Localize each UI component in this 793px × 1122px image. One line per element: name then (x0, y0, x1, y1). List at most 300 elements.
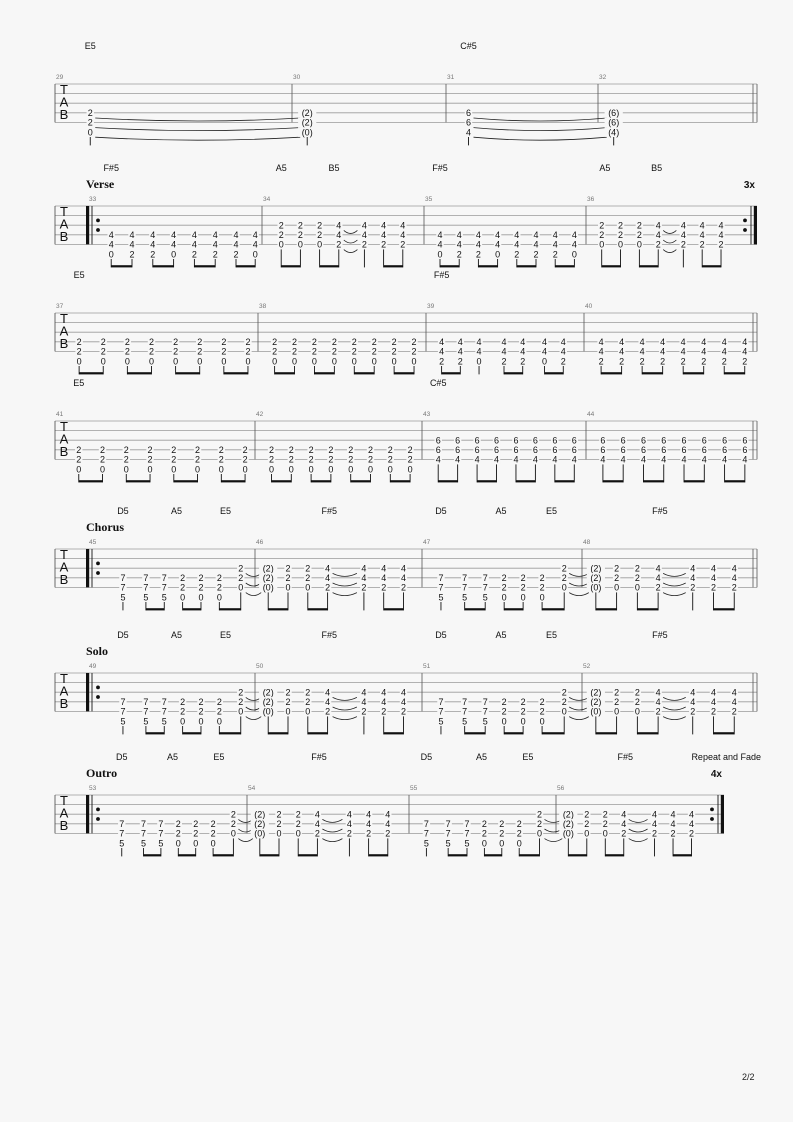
fret-number: 0 (197, 356, 203, 367)
chord-symbol: F#5 (103, 163, 119, 173)
fret-number: 6 (455, 435, 461, 446)
chord-symbol: A5 (275, 163, 287, 173)
fret-number: 2 (634, 563, 640, 574)
fret-number: 4 (212, 230, 218, 241)
fret-number: 0 (180, 716, 186, 727)
fret-number: (0) (262, 582, 274, 593)
fret-number: (2) (590, 573, 602, 584)
fret-number: 5 (482, 716, 488, 727)
fret-number: 7 (482, 697, 488, 708)
measure-number: 52 (583, 663, 591, 670)
fret-number: 4 (325, 697, 331, 708)
beam (384, 732, 404, 734)
fret-number: (6) (608, 117, 620, 128)
fret-number: 0 (308, 464, 314, 475)
repeat-dot (96, 219, 100, 223)
fret-number: 7 (161, 573, 167, 584)
beam (637, 608, 658, 610)
chord-symbol: D5 (117, 630, 129, 640)
fret-number: 4 (731, 573, 737, 584)
fret-number: 0 (636, 239, 642, 250)
fret-number: 2 (76, 445, 82, 456)
measure-number: 39 (427, 303, 435, 310)
measure-number: 41 (56, 411, 64, 418)
fret-number: 0 (171, 249, 177, 260)
beam (268, 732, 288, 734)
fret-number: 2 (276, 819, 282, 830)
beam (236, 265, 255, 267)
beam (260, 854, 279, 856)
measure-number: 29 (56, 74, 64, 81)
beam (308, 732, 328, 734)
fret-number: 0 (242, 464, 248, 475)
fret-number: 0 (100, 464, 106, 475)
fret-number: 6 (455, 445, 461, 456)
beam (542, 608, 564, 610)
fret-number: 0 (501, 716, 507, 727)
fret-number: 4 (191, 230, 197, 241)
fret-number: 0 (618, 239, 624, 250)
page-number: 2/2 (742, 1072, 755, 1082)
fret-number: 2 (520, 573, 526, 584)
tie-arc (238, 839, 252, 842)
tab-clef-letter: A (59, 805, 69, 821)
fret-number: 0 (198, 592, 204, 603)
fret-number: 7 (438, 697, 444, 708)
fret-number: 0 (175, 838, 181, 849)
tab-clef-letter: A (59, 216, 69, 232)
fret-number: 2 (328, 445, 334, 456)
tie-arc (333, 573, 357, 576)
chord-symbol: A5 (170, 506, 183, 516)
fret-number: (2) (562, 819, 574, 830)
fret-number: 2 (516, 819, 522, 830)
fret-number: 0 (584, 828, 590, 839)
fret-number: 4 (718, 220, 724, 231)
fret-number: 5 (120, 592, 126, 603)
fret-number: 4 (742, 346, 748, 357)
fret-number: 2 (366, 828, 372, 839)
beam (126, 480, 150, 482)
fret-number: 4 (701, 346, 707, 357)
fret-number: 7 (482, 582, 488, 593)
tie-arc (333, 697, 357, 700)
fret-number: 4 (252, 239, 258, 250)
fret-number: 2 (731, 706, 737, 717)
fret-number: 7 (482, 706, 488, 717)
fret-number: 2 (501, 356, 507, 367)
beam (144, 854, 161, 856)
fret-number: 2 (87, 117, 93, 128)
fret-number: 7 (462, 706, 468, 717)
fret-number: 6 (640, 435, 646, 446)
fret-number: 2 (731, 582, 737, 593)
fret-number: 5 (423, 838, 429, 849)
fret-number: 2 (218, 454, 224, 465)
fret-number: 0 (311, 356, 317, 367)
fret-number: 7 (464, 828, 470, 839)
fret-number: 6 (722, 445, 728, 456)
fret-number: 4 (552, 239, 558, 250)
fret-number: 2 (331, 346, 337, 357)
chord-symbol: E5 (522, 752, 534, 762)
chord-symbol: E5 (73, 378, 85, 388)
fret-number: 2 (742, 356, 748, 367)
fret-number: 2 (351, 346, 357, 357)
fret-number: 2 (175, 819, 181, 830)
fret-number: 0 (210, 838, 216, 849)
fret-number: 0 (305, 582, 311, 593)
fret-number: 2 (150, 249, 156, 260)
chord-symbol: E5 (546, 630, 558, 640)
fret-number: (2) (590, 697, 602, 708)
chord-symbol: F#5 (432, 163, 448, 173)
fret-number: 4 (655, 563, 661, 574)
fret-number: 4 (655, 687, 661, 698)
fret-number: 2 (634, 697, 640, 708)
fret-number: 2 (175, 828, 181, 839)
fret-number: 4 (439, 346, 445, 357)
fret-number: 4 (598, 346, 604, 357)
fret-number: 2 (242, 445, 248, 456)
fret-number: 2 (148, 346, 154, 357)
fret-number: 4 (742, 454, 748, 465)
fret-number: 0 (193, 838, 199, 849)
fret-number: 7 (161, 706, 167, 717)
fret-number: 2 (305, 687, 311, 698)
fret-number: 4 (494, 454, 500, 465)
fret-number: 2 (501, 573, 507, 584)
fret-number: 2 (367, 445, 374, 456)
tie-arc (663, 697, 686, 700)
beam (465, 608, 486, 610)
fret-number: 4 (385, 809, 391, 820)
fret-number: 2 (481, 819, 487, 830)
fret-number: 5 (464, 838, 470, 849)
fret-number: 6 (701, 445, 707, 456)
fret-number: 2 (233, 249, 239, 260)
fret-number: 2 (718, 239, 724, 250)
fret-number: 5 (462, 592, 468, 603)
fret-number: 2 (561, 687, 567, 698)
fret-number: 4 (325, 687, 331, 698)
fret-number: 2 (481, 828, 487, 839)
tie-arc (333, 717, 357, 720)
chord-symbol: D5 (117, 506, 129, 516)
fret-number: 2 (407, 445, 413, 456)
repeat-dot (710, 817, 714, 821)
beam (555, 265, 574, 267)
repeat-dot (96, 562, 100, 566)
fret-number: 2 (173, 337, 179, 348)
fret-number: 4 (495, 239, 501, 250)
chord-symbol: E5 (546, 506, 558, 516)
fret-number: 0 (351, 356, 357, 367)
chord-symbol: F#5 (321, 630, 338, 640)
fret-number: 0 (276, 828, 282, 839)
fret-number: 0 (123, 464, 129, 475)
fret-number: 2 (193, 828, 199, 839)
fret-number: 4 (361, 230, 367, 241)
fret-number: 6 (513, 445, 519, 456)
fret-number: 4 (670, 809, 676, 820)
fret-number: 2 (195, 454, 201, 465)
fret-number: 2 (100, 337, 106, 348)
beam (384, 265, 403, 267)
beam (448, 854, 467, 856)
fret-number: 2 (501, 706, 507, 717)
beam (438, 480, 457, 482)
tab-clef-letter: B (59, 107, 69, 122)
fret-number: 2 (411, 346, 417, 357)
fret-number: 0 (495, 249, 501, 260)
beam (275, 372, 295, 374)
fret-number: 2 (221, 346, 227, 357)
chord-symbol: E5 (84, 41, 96, 51)
fret-number: 4 (191, 239, 197, 250)
fret-number: 4 (681, 454, 687, 465)
fret-number: 4 (680, 220, 686, 231)
beam (442, 372, 461, 374)
tie-arc (663, 707, 686, 710)
fret-number: 4 (598, 337, 604, 348)
fret-number: 4 (532, 454, 538, 465)
fret-number: 4 (108, 230, 114, 241)
fret-number: 4 (400, 697, 407, 708)
tab-clef-letter: T (60, 311, 68, 326)
fret-number: 4 (661, 454, 667, 465)
fret-number: 0 (268, 464, 275, 475)
beam (268, 608, 288, 610)
tie-arc (663, 593, 686, 596)
fret-number: 2 (272, 346, 278, 357)
fret-number: 6 (474, 435, 480, 446)
fret-number: 4 (476, 337, 482, 348)
measure-number: 36 (587, 196, 595, 203)
fret-number: 2 (180, 697, 186, 708)
fret-number: 4 (314, 809, 320, 820)
beam (684, 480, 704, 482)
fret-number: 0 (216, 716, 222, 727)
fret-number: (2) (301, 117, 313, 128)
fret-number: 6 (532, 435, 538, 446)
fret-number: 2 (584, 819, 590, 830)
tie-arc (545, 839, 563, 842)
fret-number: 2 (381, 239, 387, 250)
fret-number: 0 (536, 828, 543, 839)
tie-arc (246, 707, 261, 710)
fret-number: 2 (520, 697, 526, 708)
fret-number: 2 (619, 356, 625, 367)
fret-number: 2 (614, 697, 620, 708)
fret-number: 4 (571, 454, 577, 465)
repeat-dot (96, 228, 100, 232)
fret-number: 7 (119, 819, 125, 830)
fret-number: 5 (140, 838, 147, 849)
repeat-dot (96, 817, 100, 821)
fret-number: 0 (542, 356, 548, 367)
fret-number: 2 (238, 573, 244, 584)
tie-arc (246, 593, 261, 596)
fret-number: 4 (619, 337, 625, 348)
tie-arc (322, 829, 342, 832)
fret-number: 5 (445, 838, 451, 849)
fret-number: 0 (516, 838, 522, 849)
measure-number: 55 (410, 785, 418, 792)
fret-number: 2 (314, 828, 320, 839)
fret-number: 0 (238, 582, 244, 593)
fret-number: 2 (655, 706, 661, 717)
fret-number: 2 (710, 706, 716, 717)
fret-number: 4 (381, 687, 387, 698)
fret-number: 2 (539, 706, 545, 717)
tab-clef-letter: T (60, 793, 68, 808)
beam (642, 372, 663, 374)
fret-number: 2 (456, 249, 462, 260)
fret-number: 0 (124, 356, 130, 367)
tie-arc (663, 573, 686, 576)
fret-number: 2 (308, 454, 314, 465)
tab-clef-letter: B (59, 229, 69, 244)
fret-number: (0) (262, 706, 274, 717)
fret-number: 2 (308, 445, 314, 456)
fret-number: 4 (722, 454, 728, 465)
fret-number: 4 (476, 346, 482, 357)
repeat-dot (96, 808, 100, 812)
fret-number: 4 (552, 454, 558, 465)
fret-number: 4 (501, 346, 507, 357)
fret-number: 6 (435, 435, 441, 446)
fret-number: 0 (539, 716, 545, 727)
fret-number: 2 (124, 337, 130, 348)
fret-number: 4 (652, 819, 658, 830)
fret-number: 2 (193, 819, 199, 830)
fret-number: 0 (476, 356, 482, 367)
fret-number: 4 (731, 563, 737, 574)
fret-number: 2 (614, 563, 620, 574)
fret-number: 0 (180, 592, 186, 603)
fret-number: 2 (268, 445, 275, 456)
fret-number: 4 (552, 230, 558, 241)
repeat-dot (743, 219, 747, 223)
fret-number: 2 (499, 819, 505, 830)
fret-number: 7 (158, 819, 164, 830)
fret-number: 4 (233, 230, 239, 241)
fret-number: 5 (482, 592, 488, 603)
beam (596, 732, 617, 734)
fret-number: 4 (721, 337, 727, 348)
fret-number: 6 (701, 435, 707, 446)
fret-number: 6 (474, 445, 480, 456)
fret-number: 2 (351, 337, 357, 348)
fret-number: 2 (242, 454, 248, 465)
beam (504, 608, 523, 610)
fret-number: 7 (120, 697, 126, 708)
fret-number: 2 (173, 346, 179, 357)
chord-symbol: F#5 (311, 752, 327, 762)
fret-number: 4 (710, 573, 716, 584)
fret-number: (0) (301, 127, 313, 138)
fret-number: 6 (435, 445, 441, 456)
fret-number: 4 (465, 127, 472, 138)
performance-note: Repeat and Fade (691, 752, 761, 762)
fret-number: 4 (171, 230, 177, 241)
fret-number: 7 (140, 819, 147, 830)
fret-number: 2 (311, 337, 317, 348)
chord-symbol: E5 (219, 506, 231, 516)
fret-number: 0 (411, 356, 417, 367)
fret-number: 4 (439, 337, 445, 348)
fret-number: 2 (317, 230, 323, 241)
measure-number: 44 (587, 411, 595, 418)
beam (725, 480, 745, 482)
fret-number: 2 (621, 828, 627, 839)
fret-number: 5 (161, 716, 167, 727)
fret-number: 5 (438, 592, 444, 603)
fret-number: 2 (317, 220, 323, 231)
fret-number: 0 (87, 127, 93, 138)
section-label: Solo (86, 644, 109, 658)
fret-number: 2 (670, 828, 676, 839)
beam (351, 480, 371, 482)
fret-number: 7 (445, 819, 451, 830)
fret-number: 6 (465, 108, 472, 119)
fret-number: 2 (123, 445, 129, 456)
fret-number: 0 (561, 706, 567, 717)
fret-number: 2 (87, 108, 93, 119)
tab-clef-letter: A (59, 683, 69, 699)
fret-number: 4 (456, 230, 462, 241)
tie-arc (95, 118, 300, 121)
tab-clef-letter: B (59, 696, 69, 711)
beam (354, 372, 374, 374)
fret-number: 2 (680, 356, 686, 367)
tie-arc (238, 829, 252, 832)
tie-arc (95, 128, 300, 131)
fret-number: 0 (481, 838, 487, 849)
fret-number: 2 (561, 573, 567, 584)
measure-number: 48 (583, 539, 591, 546)
fret-number: 0 (278, 239, 284, 250)
measure-number: 54 (248, 785, 256, 792)
fret-number: 4 (690, 687, 696, 698)
fret-number: 0 (367, 464, 374, 475)
fret-number: 4 (361, 697, 367, 708)
fret-number: 2 (198, 582, 204, 593)
fret-number: 6 (661, 435, 667, 446)
beam (314, 372, 334, 374)
fret-number: 2 (216, 706, 222, 717)
measure-number: 51 (423, 663, 431, 670)
fret-number: 4 (381, 573, 387, 584)
tie-arc (569, 717, 589, 720)
fret-number: 4 (655, 230, 661, 241)
fret-number: (0) (590, 582, 602, 593)
beam (79, 480, 103, 482)
fret-number: 4 (400, 563, 407, 574)
repeat-end-thick-bar (754, 206, 757, 244)
fret-number: 0 (108, 249, 114, 260)
fret-number: 4 (655, 573, 661, 584)
fret-number: 6 (640, 445, 646, 456)
fret-number: 4 (699, 230, 705, 241)
fret-number: 2 (710, 582, 716, 593)
beam (724, 372, 745, 374)
beam (79, 372, 103, 374)
fret-number: 4 (731, 687, 737, 698)
beam (477, 480, 496, 482)
fret-number: 4 (400, 220, 406, 231)
